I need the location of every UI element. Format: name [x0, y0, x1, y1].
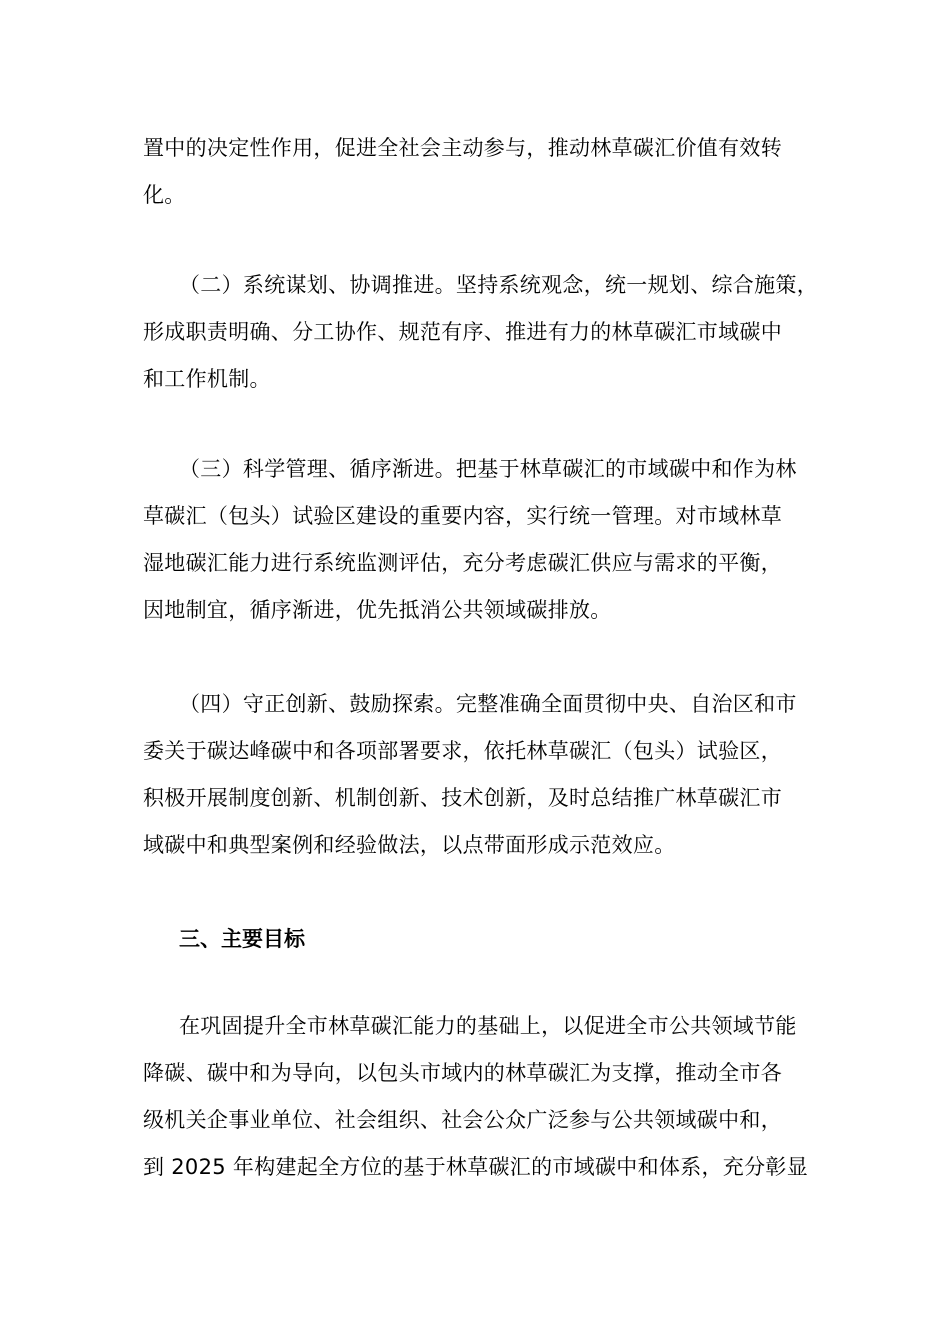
text-line: （二）系统谋划、协调推进。坚持系统观念，统一规划、综合施策，	[179, 273, 818, 297]
text-line: 级机关企事业单位、社会组织、社会公众广泛参与公共领域碳中和，	[143, 1108, 782, 1132]
text-line: （四）守正创新、鼓励探索。完整准确全面贯彻中央、自治区和市	[179, 692, 797, 716]
paragraph-4	[143, 681, 808, 869]
text-line: 因地制宜，循序渐进，优先抵消公共领域碳排放。	[143, 598, 612, 622]
text-line: 在巩固提升全市林草碳汇能力的基础上，以促进全市公共领域节能	[179, 1014, 797, 1038]
text-line: 和工作机制。	[143, 367, 271, 391]
paragraph-5	[143, 1003, 808, 1191]
text-line: 降碳、碳中和为导向，以包头市域内的林草碳汇为支撑，推动全市各	[143, 1061, 782, 1085]
paragraph-2	[143, 262, 818, 403]
text-line: 域碳中和典型案例和经验做法，以点带面形成示范效应。	[143, 833, 676, 857]
text-line: 到 2025 年构建起全方位的基于林草碳汇的市域碳中和体系，充分彰显	[143, 1155, 808, 1179]
text-line: 草碳汇（包头）试验区建设的重要内容，实行统一管理。对市域林草	[143, 504, 782, 528]
text-line: 委关于碳达峰碳中和各项部署要求，依托林草碳汇（包头）试验区，	[143, 739, 782, 763]
text-line: 湿地碳汇能力进行系统监测评估，充分考虑碳汇供应与需求的平衡，	[143, 551, 782, 575]
text-line: 置中的决定性作用，促进全社会主动参与，推动林草碳汇价值有效转	[143, 136, 782, 160]
text-line: 形成职责明确、分工协作、规范有序、推进有力的林草碳汇市域碳中	[143, 320, 782, 344]
text-line: （三）科学管理、循序渐进。把基于林草碳汇的市域碳中和作为林	[179, 457, 797, 481]
section-heading: 三、主要目标	[179, 927, 305, 951]
paragraph-3	[143, 446, 808, 634]
text-line: 积极开展制度创新、机制创新、技术创新，及时总结推广林草碳汇市	[143, 786, 782, 810]
paragraph-1	[143, 125, 808, 219]
text-line: 化。	[143, 183, 186, 207]
